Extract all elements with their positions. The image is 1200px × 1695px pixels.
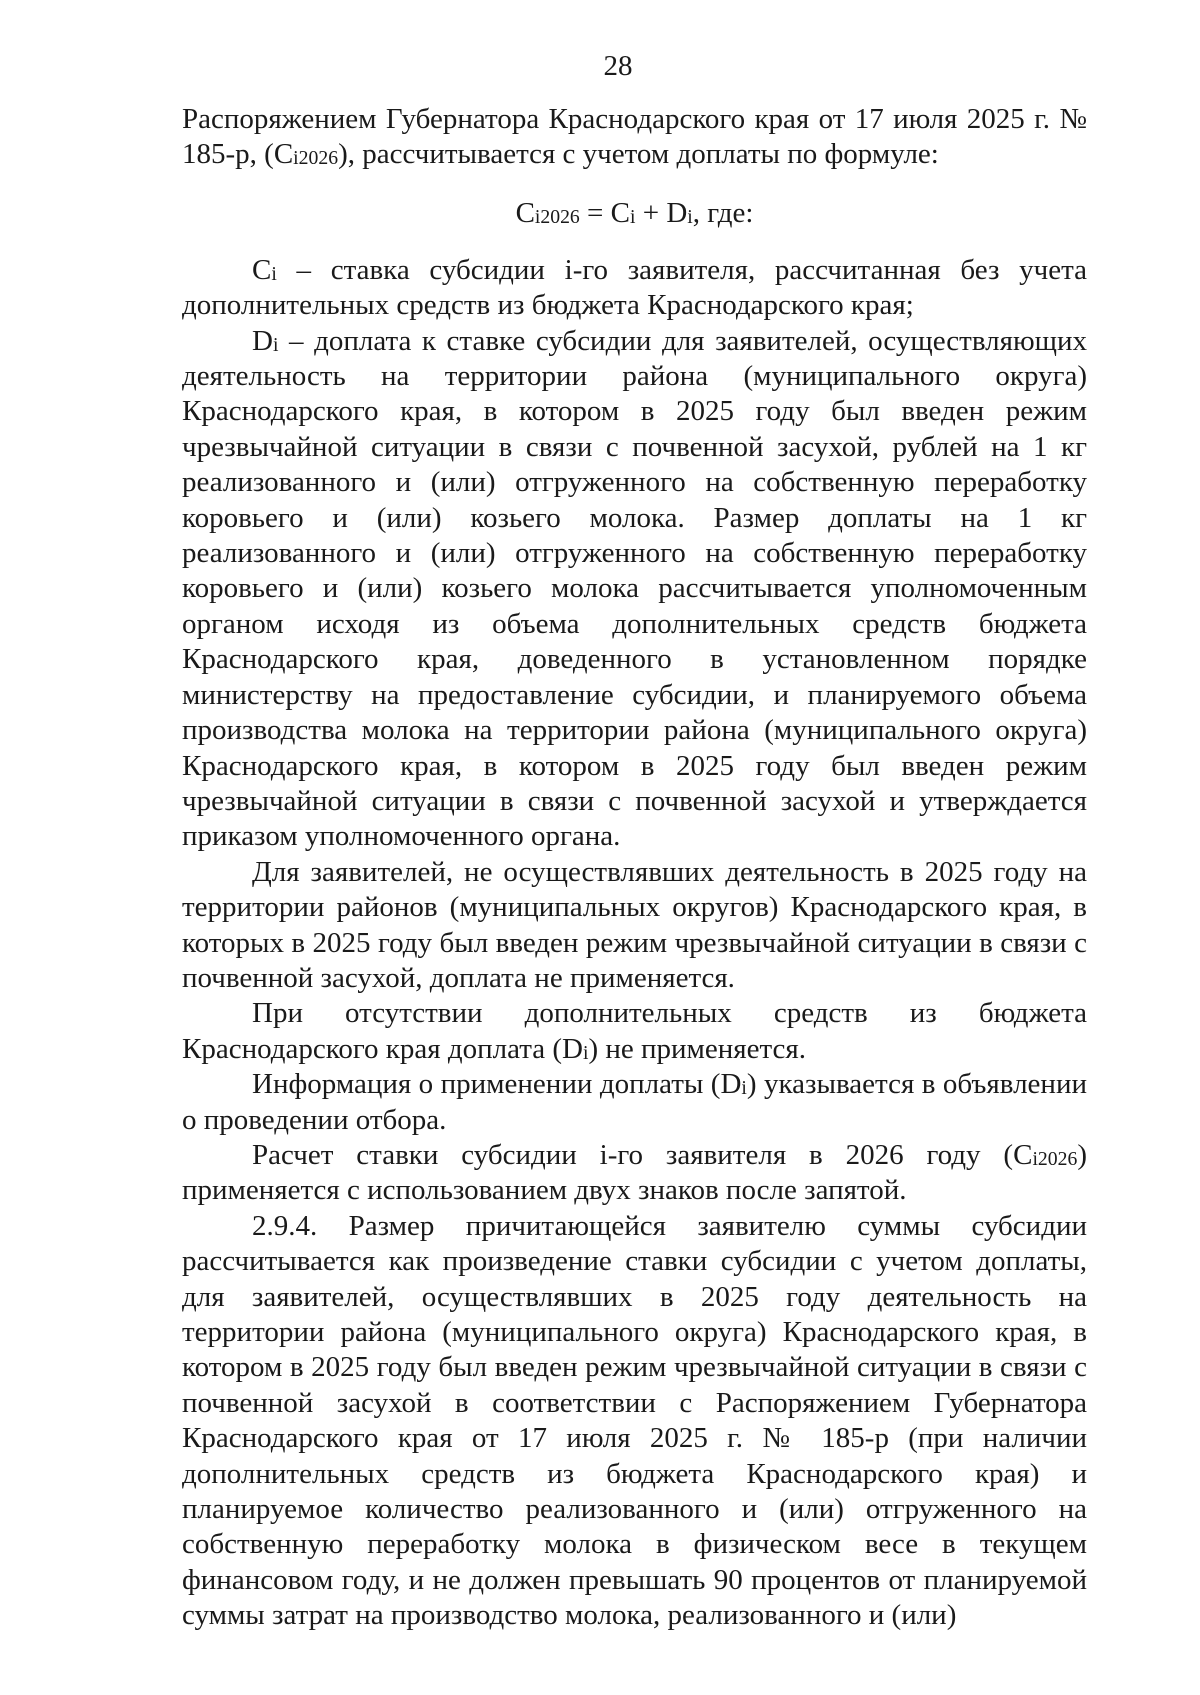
symbol-ci2026: $C_{i2026}$	[515, 196, 580, 229]
document-body	[182, 102, 1087, 1634]
text: ), рассчитывается с учетом доплаты по формуле:	[338, 138, 939, 171]
symbol-ci2026: $C_{i2026}$	[273, 138, 339, 171]
symbol-ci2026: $C_{i2026}$	[1013, 1138, 1078, 1171]
paragraph-info: Информация о применении доплаты $(D_i)$ указывается в объявлении о проведении отбора.	[182, 1068, 1087, 1136]
formula: $C_{i2026} = C_i + D_i$, где:	[515, 196, 754, 229]
symbol-di: $D_i$	[252, 324, 279, 357]
symbol-ci: $C_i$	[252, 253, 277, 286]
symbol-di: $D_i$	[562, 1032, 589, 1065]
page-number: 28	[603, 50, 633, 82]
definition-di: $D_i$ – доплата к ставке субсидии для заявителей, осуществляющих деятельность на территории района (муниципального округа) Краснодарского края, в котором в 2025 году был введен режим чрезвычайной ситуации в связи с почвенной засухой, рублей на 1 кг реализованного и (или) отгруженного на собственную переработку коровьего и (или) козьего молока. Размер доплаты на 1 кг реализованного и (или) отгруженного на собственную переработку коровьего и (или) козьего молока рассчитывается уполномоченным органом исходя из объема дополнительных средств бюджета Краснодарского края, доведенного в установленном порядке министерству на предоставление субсидии, и планируемого объема производства молока на территории района (муниципального округа) Краснодарского края, в котором в 2025 году был введен режим чрезвычайной ситуации в связи с почвенной засухой и утверждается приказом уполномоченного органа.	[182, 324, 1087, 853]
symbol-ci: $C_i$	[610, 196, 636, 229]
text: Распоряжением Губернатора Краснодарского края от 17 июля 2025 г. № 185-р, (	[182, 103, 1087, 171]
symbol-di: $D_i$	[720, 1068, 747, 1101]
paragraph-no-activity: Для заявителей, не осуществлявших деятельность в 2025 году на территории районов (муниципальных округов) Краснодарского края, в которых в 2025 году был введен режим чрезвычайной ситуации в связи с почвенной засухой, доплата не применяется.	[182, 855, 1087, 994]
paragraph-absent-funds: При отсутствии дополнительных средств из бюджета Краснодарского края доплата $(D_i)$ не применяется.	[182, 997, 1087, 1065]
definition-ci: $C_i$ – ставка субсидии i-го заявителя, рассчитанная без учета дополнительных средств из бюджета Краснодарского края;	[182, 253, 1087, 322]
symbol-di: $D_i$	[666, 196, 693, 229]
paragraph-2-9-4: 2.9.4. Размер причитающейся заявителю суммы субсидии рассчитывается как произведение ставки субсидии с учетом доплаты, для заявителей, осуществлявших в 2025 году деятельность на территории района (муниципального округа) Краснодарского края, в котором в 2025 году был введен режим чрезвычайной ситуации в связи с почвенной засухой в соответствии с Распоряжением Губернатора Краснодарского края от 17 июля 2025 г. № 185-р (при наличии дополнительных средств из бюджета Краснодарского края) и планируемое количество реализованного и (или) отгруженного на собственную переработку молока в физическом весе в текущем финансовом году, и не должен превышать 90 процентов от планируемой суммы затрат на производство молока, реализованного и (или)	[182, 1209, 1087, 1632]
paragraph-intro	[182, 102, 1087, 173]
paragraph-calculation: Расчет ставки субсидии i-го заявителя в 2026 году $(C_{i2026})$ применяется с использованием двух знаков после запятой.	[182, 1138, 1087, 1207]
